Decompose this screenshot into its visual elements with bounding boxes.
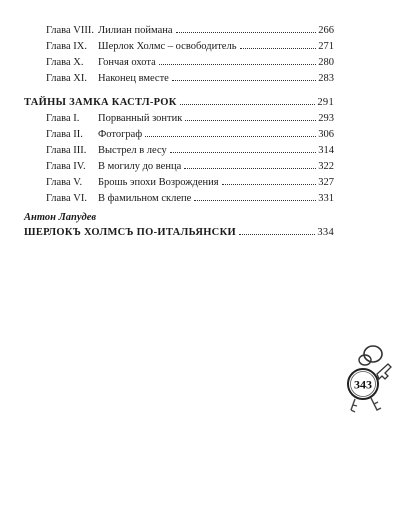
toc-entry[interactable] [24, 40, 334, 54]
chapter-page: 322 [318, 161, 334, 172]
chapter-number: Глава X. [46, 57, 84, 68]
chapter-page: 306 [318, 129, 334, 140]
chapter-number: Глава VIII. [46, 25, 94, 36]
toc-section-heading[interactable] [24, 226, 334, 240]
chapter-page: 327 [318, 177, 334, 188]
dot-leader [184, 168, 316, 169]
chapter-title: Наконец вместе [98, 73, 169, 84]
chapter-title: В могилу до венца [98, 161, 182, 172]
section-page: 291 [317, 97, 334, 108]
section-page: 334 [317, 227, 334, 238]
dot-leader [185, 120, 316, 121]
toc-entry[interactable] [24, 192, 334, 206]
toc-entry[interactable] [24, 160, 334, 174]
chapter-title: Гончая охота [98, 57, 156, 68]
dot-leader [222, 184, 317, 185]
dot-leader [172, 80, 316, 81]
toc-entry[interactable] [24, 24, 334, 38]
section-title: ШЕРЛОКЪ ХОЛМСЪ ПО-ИТАЛЬЯНСКИ [24, 227, 236, 238]
toc-entry[interactable] [24, 56, 334, 70]
chapter-page: 271 [318, 41, 334, 52]
toc-entry[interactable] [24, 128, 334, 142]
toc-entry[interactable] [24, 176, 334, 190]
toc-section-heading[interactable] [24, 96, 334, 110]
page-number-emblem [341, 344, 395, 416]
chapter-title: Выстрел в лесу [98, 145, 167, 156]
chapter-number: Глава I. [46, 113, 80, 124]
dot-leader [180, 104, 316, 105]
chapter-page: 331 [318, 193, 334, 204]
section-title: ТАЙНЫ ЗАМКА КАСТЛ-РОК [24, 97, 177, 108]
toc-entry[interactable] [24, 72, 334, 86]
chapter-number: Глава VI. [46, 193, 87, 204]
chapter-page: 280 [318, 57, 334, 68]
dot-leader [194, 200, 316, 201]
dot-leader [239, 234, 315, 235]
dot-leader [145, 136, 316, 137]
dot-leader [176, 32, 317, 33]
chapter-title: Брошь эпохи Возрождения [98, 177, 219, 188]
chapter-title: Порванный зонтик [98, 113, 183, 124]
author-name: Антон Лапудев [24, 212, 97, 223]
chapter-number: Глава III. [46, 145, 87, 156]
chapter-page: 283 [318, 73, 334, 84]
chapter-page: 293 [318, 113, 334, 124]
chapter-title: Шерлок Холмс – освободитель [98, 41, 237, 52]
toc-entry[interactable] [24, 112, 334, 126]
toc-entry[interactable] [24, 144, 334, 158]
dot-leader [159, 64, 317, 65]
chapter-number: Глава IX. [46, 41, 87, 52]
key-ring-emblem-icon [341, 344, 395, 416]
chapter-number: Глава II. [46, 129, 83, 140]
chapter-number: Глава IV. [46, 161, 86, 172]
dot-leader [240, 48, 317, 49]
chapter-number: Глава XI. [46, 73, 87, 84]
dot-leader [170, 152, 317, 153]
chapter-title: Лилиан поймана [98, 25, 173, 36]
chapter-title: Фотограф [98, 129, 143, 140]
chapter-page: 314 [318, 145, 334, 156]
chapter-title: В фамильном склепе [98, 193, 192, 204]
chapter-number: Глава V. [46, 177, 83, 188]
page-number: 343 [354, 377, 372, 392]
chapter-page: 266 [318, 25, 334, 36]
